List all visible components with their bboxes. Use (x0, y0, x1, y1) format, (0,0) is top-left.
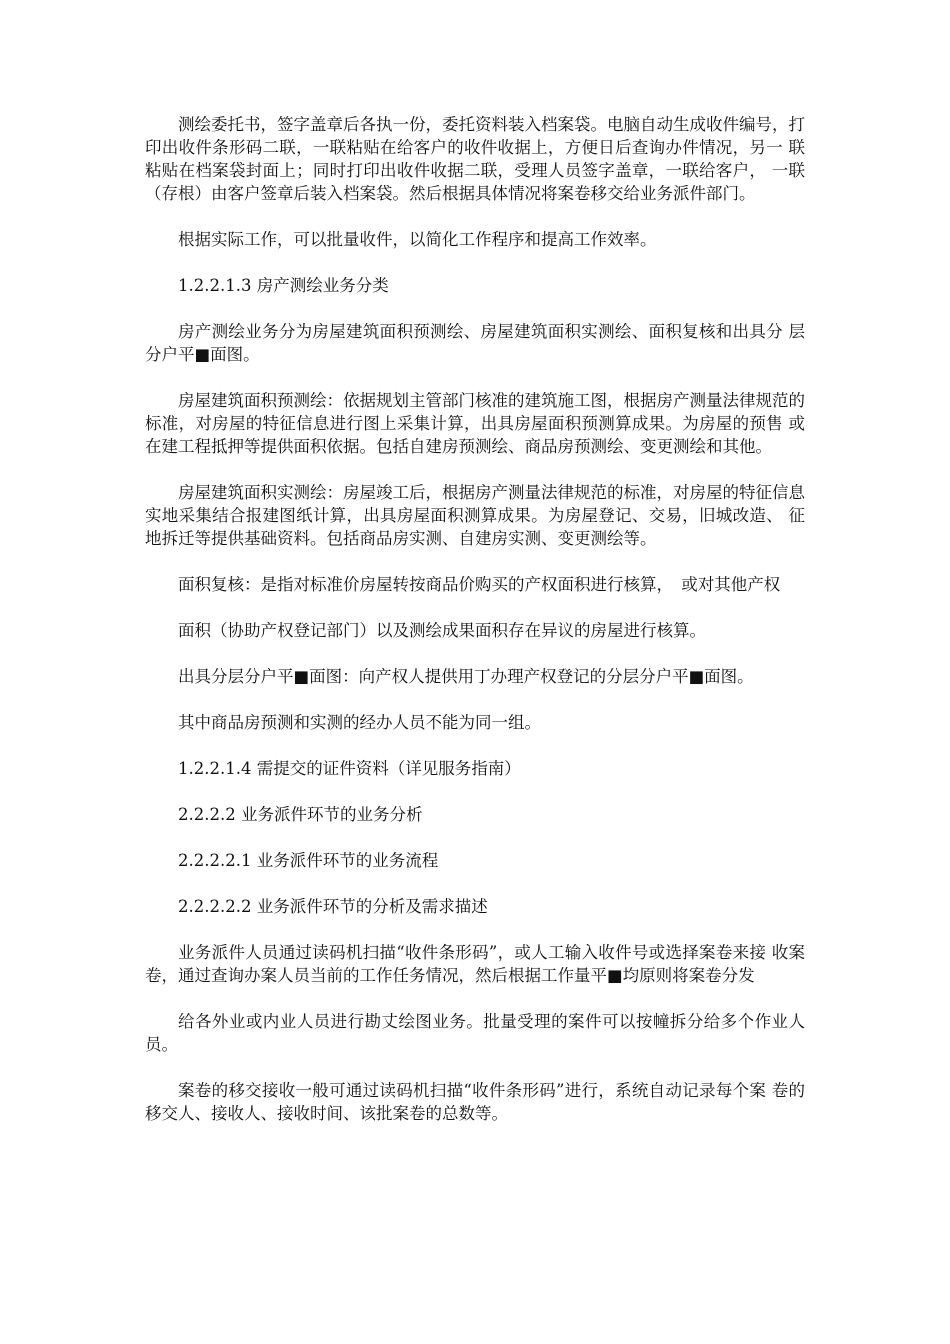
document-page (145, 113, 805, 1148)
paragraph-business-types: 房产测绘业务分为房屋建筑面积预测绘、房屋建筑面积实测绘、面积复核和出具分 层分户平■面图。 (145, 322, 805, 364)
paragraph-dispatch-assign: 给各外业或内业人员进行勘丈绘图业务。批量受理的案件可以按幢拆分给多个作业人 员。 (145, 1012, 805, 1054)
paragraph-handover-record: 案卷的移交接收一般可通过读码机扫描“收件条形码”进行，系统自动记录每个案 卷的移交人、接收人、接收时间、该批案卷的总数等。 (145, 1081, 805, 1123)
paragraph-actual-survey: 房屋建筑面积实测绘：房屋竣工后，根据房产测量法律规范的标准，对房屋的特征信息 实地采集结合报建图纸计算，出具房屋面积测算成果。为房屋登记、交易，旧城改造、 征地拆迁等提供基础资料。包括商品房实测、自建房实测、变更测绘等。 (145, 483, 805, 548)
paragraph-staff-rule: 其中商品房预测和实测的经办人员不能为同一组。 (178, 713, 541, 732)
section-heading-2-2-2-2-2: 2.2.2.2.2 业务派件环节的分析及需求描述 (178, 897, 488, 916)
paragraph-floor-plan: 出具分层分户平■面图：向产权人提供用丁办理产权登记的分层分户平■面图。 (178, 667, 754, 686)
section-heading-1-2-2-1-3: 1.2.2.1.3 房产测绘业务分类 (178, 276, 389, 295)
section-heading-2-2-2-2-1: 2.2.2.2.1 业务派件环节的业务流程 (178, 851, 439, 870)
paragraph-area-review-continued: 面积（协助产权登记部门）以及测绘成果面积存在异议的房屋进行核算。 (178, 621, 706, 640)
paragraph-pre-survey: 房屋建筑面积预测绘：依据规划主管部门核准的建筑施工图，根据房产测量法律规范的 标准，对房屋的特征信息进行图上采集计算，出具房屋面积预测算成果。为房屋的预售 或在建工程抵押等提供面积依据。包括自建房预测绘、商品房预测绘、变更测绘和其他。 (145, 391, 805, 456)
paragraph-batch-intake: 根据实际工作，可以批量收件，以简化工作程序和提高工作效率。 (178, 230, 657, 249)
section-heading-1-2-2-1-4: 1.2.2.1.4 需提交的证件资料（详见服务指南） (178, 759, 521, 778)
paragraph-dispatch-scan: 业务派件人员通过读码机扫描“收件条形码”，或人工输入收件号或选择案卷来接 收案卷，通过查询办案人员当前的工作任务情况，然后根据工作量平■均原则将案卷分发 (145, 943, 805, 985)
paragraph-commission-intake: 测绘委托书，签字盖章后各执一份，委托资料装入档案袋。电脑自动生成收件编号，打 印出收件条形码二联，一联粘贴在给客户的收件收据上，方便日后查询办件情况，另一 联粘贴在档案袋封面上；同时打印出收件收据二联，受理人员签字盖章，一联给客户， 一联（存根）由客户签章后装入档案袋。然后根据具体情况将案卷移交给业务派件部门。 (145, 115, 805, 203)
paragraph-area-review: 面积复核：是指对标准价房屋转按商品价购买的产权面积进行核算， 或对其他产权 (178, 575, 781, 594)
section-heading-2-2-2-2: 2.2.2.2 业务派件环节的业务分析 (178, 805, 423, 824)
